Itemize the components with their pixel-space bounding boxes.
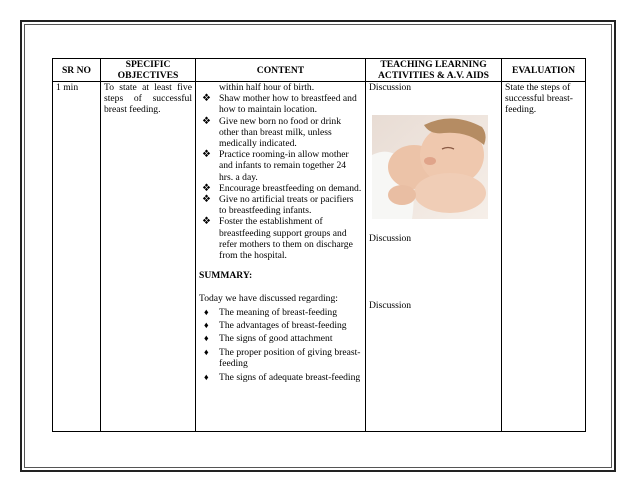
header-teaching-activities: TEACHING LEARNING ACTIVITIES & A.V. AIDS (366, 59, 502, 82)
objective-cell: To state at least five steps of successful breast feeding. (101, 82, 196, 432)
summary-item: ♦ The signs of adequate breast-feeding (204, 371, 361, 383)
header-specific-objectives: SPECIFIC OBJECTIVES (101, 59, 196, 82)
solid-diamond-bullet-icon: ♦ (204, 306, 209, 317)
content-continued-text: within half hour of birth. (219, 82, 315, 93)
summary-item: ♦ The advantages of breast-feeding (204, 320, 347, 332)
breastfeeding-photo (372, 115, 488, 219)
solid-diamond-bullet-icon: ♦ (204, 333, 209, 344)
content-bullet-list (199, 82, 362, 261)
content-cell (196, 82, 366, 432)
activity-discussion: Discussion (369, 233, 412, 245)
content-bullet-item: ❖ Foster the establishment of breastfeeding support groups and refer mothers to them on discharge from the hospital. (202, 216, 353, 262)
summary-list (199, 307, 362, 383)
summary-item: ♦ The signs of good attachment (204, 333, 333, 345)
summary-title: SUMMARY: (199, 270, 253, 282)
diamond-bullet-icon: ❖ (202, 194, 211, 206)
summary-item: ♦ The proper position of giving breast-feeding (204, 346, 361, 370)
diamond-bullet-icon: ❖ (202, 216, 211, 228)
table-header-row (53, 59, 586, 82)
activity-discussion: Discussion (369, 300, 412, 312)
content-bullet-item: ❖ Encourage breastfeeding on demand. (202, 182, 362, 194)
header-evaluation: EVALUATION (502, 59, 586, 82)
diamond-bullet-icon: ❖ (202, 182, 211, 194)
solid-diamond-bullet-icon: ♦ (204, 346, 209, 357)
content-bullet-item: ❖ Give new born no food or drink other than breast milk, unless medically indicated. (202, 115, 342, 150)
diamond-bullet-icon: ❖ (202, 149, 211, 161)
content-bullet-item: ❖ Give no artificial treats or pacifiers to breastfeeding infants. (202, 194, 354, 217)
solid-diamond-bullet-icon: ♦ (204, 371, 209, 382)
activities-cell (366, 82, 502, 432)
diamond-bullet-icon: ❖ (202, 115, 211, 127)
sr-no-cell: 1 min (53, 82, 101, 432)
header-sr-no: SR NO (53, 59, 101, 82)
activity-discussion: Discussion (369, 82, 412, 93)
solid-diamond-bullet-icon: ♦ (204, 320, 209, 331)
evaluation-cell: State the steps of successful breast-feeding. (502, 82, 586, 432)
content-bullet-item: ❖ Shaw mother how to breastfeed and how to maintain location. (202, 93, 357, 116)
table-row (53, 82, 586, 432)
lesson-plan-table (52, 58, 586, 432)
summary-intro: Today we have discussed regarding: (199, 293, 338, 305)
header-content: CONTENT (196, 59, 366, 82)
diamond-bullet-icon: ❖ (202, 93, 211, 105)
content-bullet-item: ❖ Practice rooming-in allow mother and infants to remain together 24 hrs. a day. (202, 149, 349, 183)
summary-item: ♦ The meaning of breast-feeding (204, 306, 338, 318)
